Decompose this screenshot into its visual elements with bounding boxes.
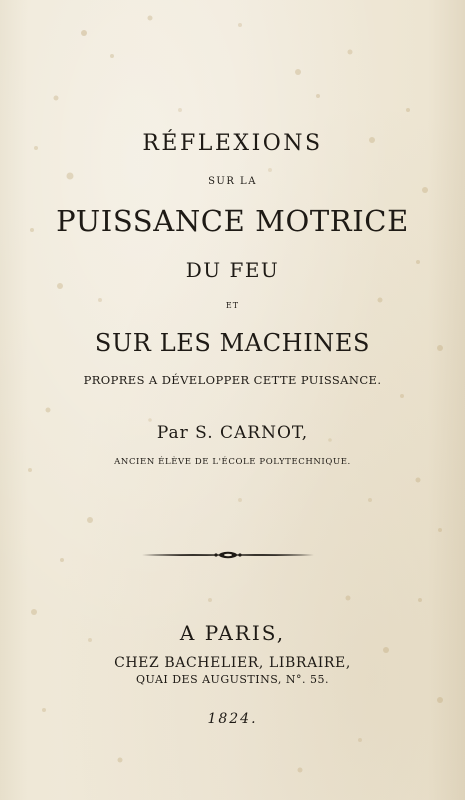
author-credential: ANCIEN ÉLÈVE DE L'ÉCOLE POLYTECHNIQUE. xyxy=(114,457,351,467)
title-reflexions: RÉFLEXIONS xyxy=(142,131,323,156)
connector-et: ET xyxy=(225,301,240,310)
publisher-city: A PARIS, xyxy=(179,621,286,645)
publisher-address: QUAI DES AUGUSTINS, N°. 55. xyxy=(136,673,329,686)
subtitle-propres: PROPRES A DÉVELOPPER CETTE PUISSANCE. xyxy=(83,373,382,387)
publisher-name: CHEZ BACHELIER, LIBRAIRE, xyxy=(114,655,351,671)
author-line: Par S. CARNOT, xyxy=(156,423,309,443)
ornament-rule-icon xyxy=(140,546,316,564)
title-puissance-motrice: PUISSANCE MOTRICE xyxy=(56,204,409,238)
connector-sur-la: SUR LA xyxy=(208,176,257,187)
title-du-feu: DU FEU xyxy=(185,258,280,282)
subtitle-machines: SUR LES MACHINES xyxy=(94,329,371,357)
publication-year: 1824. xyxy=(207,711,258,727)
